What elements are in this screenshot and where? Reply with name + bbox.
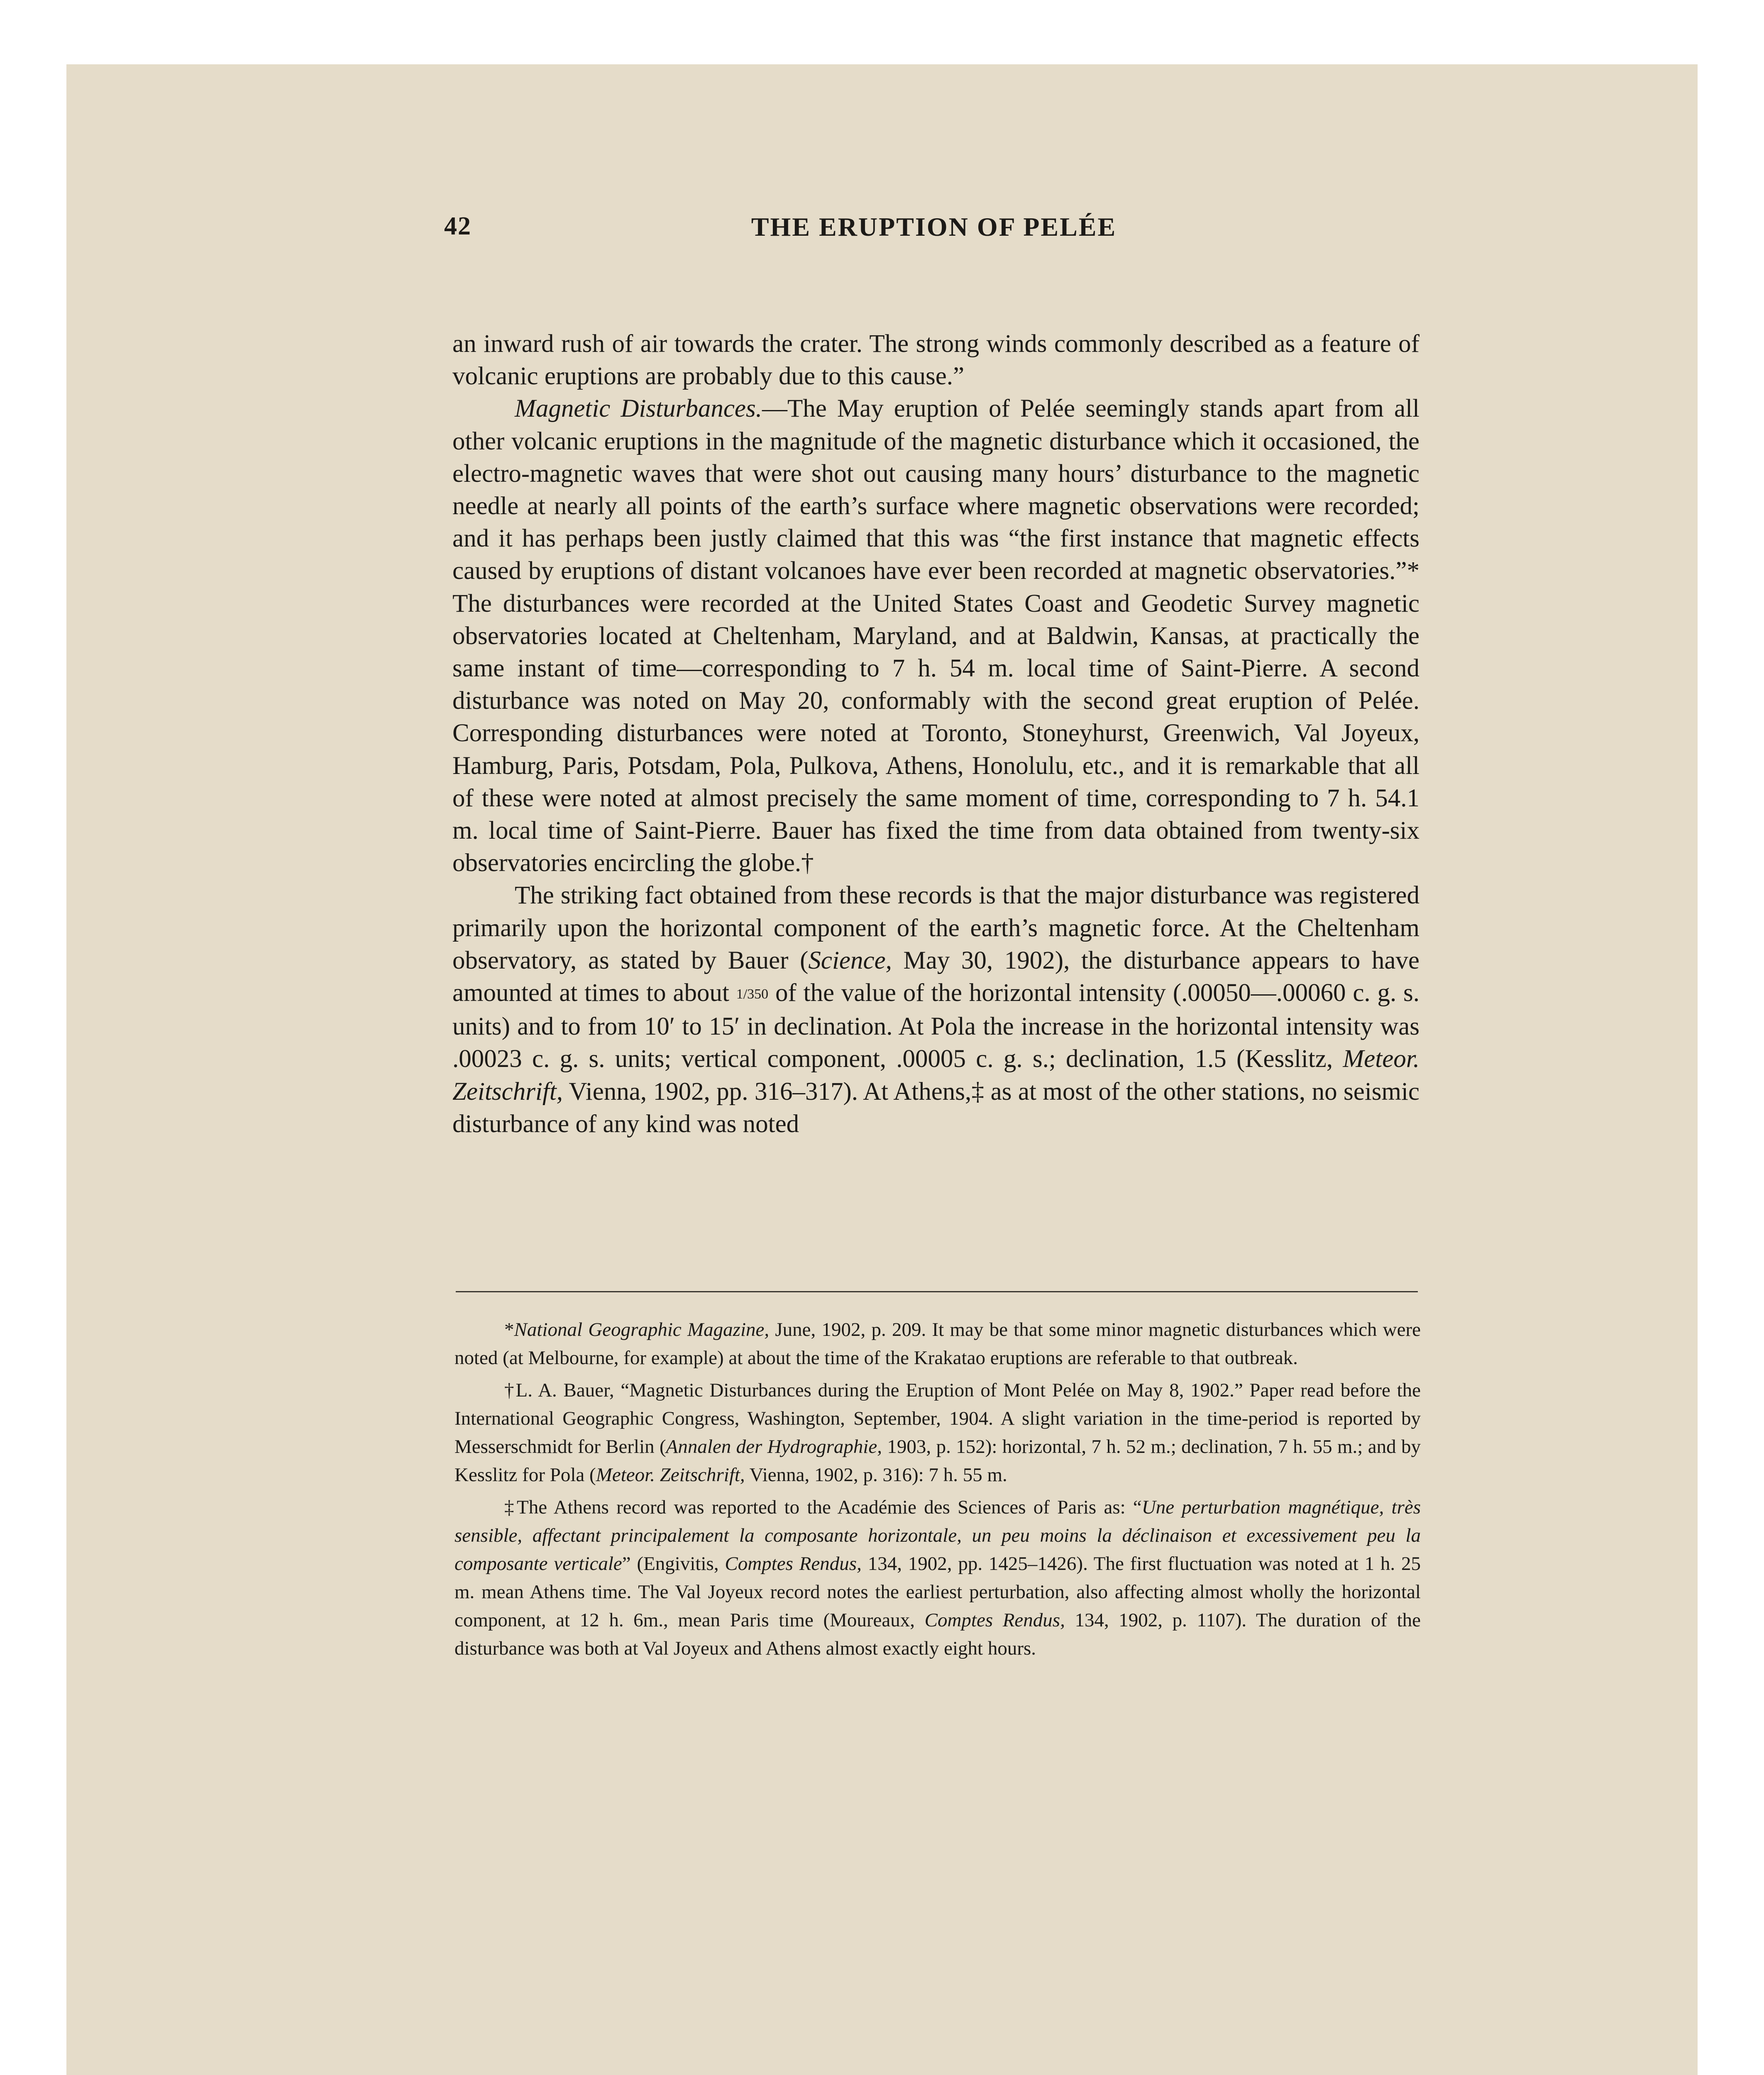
paragraph-text: —The May eruption of Pelée seemingly stands apart from all other volcanic eruptions in the magnitude of the magnetic disturbance which it occasioned, the electro-magnetic waves that were shot out causing many hours’ disturbance to the magnetic needle at nearly all points of the earth’s surface where magnetic observations were recorded; and it has perhaps been justly claimed that this was “the first instance that magnetic effects caused by eruptions of distant volcanoes have ever been recorded at magnetic observatories.”* The disturbances were recorded at the United States Coast and Geodetic Survey magnetic observatories located at Cheltenham, Maryland, and at Baldwin, Kansas, at practically the same instant of time—corresponding to 7 h. 54 m. local time of Saint-Pierre. A second disturbance was noted on May 20, conformably with the second great eruption of Pelée. Corresponding disturbances were noted at Toronto, Stoneyhurst, Greenwich, Val Joyeux, Hamburg, Paris, Potsdam, Pola, Pulkova, Athens, Honolulu, etc., and it is remarkable that all of these were noted at almost precisely the same moment of time, corresponding to 7 h. 54.1 m. local time of Saint-Pierre. Bauer has fixed the time from data obtained from twenty-six observatories encircling the globe.† (452, 395, 1420, 877)
footnote-text: ” (Engivitis, (622, 1553, 725, 1575)
paragraph-continuation (452, 328, 1420, 393)
footnote-text: 134, 1902, p. 1107). The duration of the disturbance was both at Val Joyeux and Athens almost exactly eight hours. (454, 1609, 1421, 1659)
paragraph-striking-fact (452, 879, 1420, 1140)
footnote-text: 134, 1902, pp. 1425–1426). The first fluctuation was noted at 1 h. 25 m. mean Athens time. The Val Joyeux record notes the earliest perturbation, also affecting almost wholly the horizontal component, at 12 h. 6m., mean Paris time (Moureaux, (454, 1553, 1421, 1631)
footnote-text: June, 1902, p. 209. It may be that some minor magnetic disturbances which were noted (at Melbourne, for example) at about the time of the Krakatao eruptions are referable to that outbreak. (454, 1319, 1421, 1369)
page-number: 42 (444, 212, 472, 240)
journal-title: Comptes Rendus, (924, 1609, 1065, 1631)
citation-meteor: Meteor. Zeitschrift, (452, 1045, 1420, 1106)
footnote-text: †L. A. Bauer, “Magnetic Disturbances during the Eruption of Mont Pelée on May 8, 1902.” Paper read before the International Geographic Congress, Washington, September, 1904. A slight variation in the time-period is reported by Messerschmidt for Berlin ( (454, 1379, 1421, 1457)
fraction: 1/350 (736, 986, 769, 1002)
footnote-2 (454, 1376, 1421, 1489)
section-heading: Magnetic Disturbances. (515, 395, 762, 423)
footnote-divider (456, 1291, 1418, 1292)
paragraph-text: May 30, 1902), the disturbance appears to have amounted at times to about (452, 946, 1420, 1007)
footnote-1 (454, 1316, 1421, 1372)
paragraph-text: The striking fact obtained from these records is that the major disturbance was registered primarily upon the horizontal component of the earth’s magnetic force. At the Cheltenham observatory, as stated by Bauer ( (452, 881, 1420, 974)
paragraph-text: Vienna, 1902, pp. 316–317). At Athens,‡ as at most of the other stations, no seismic disturbance of any kind was noted (452, 1077, 1420, 1138)
footnote-text: ‡The Athens record was reported to the Académie des Sciences of Paris as: “ (504, 1496, 1142, 1518)
footnote-text: 1903, p. 152): horizontal, 7 h. 52 m.; declination, 7 h. 55 m.; and by Kesslitz for Pola ( (454, 1436, 1421, 1486)
footnote-3 (454, 1493, 1421, 1662)
page-header (444, 212, 1424, 249)
journal-title: National Geographic Magazine, (514, 1319, 770, 1340)
citation-science: Science, (808, 946, 892, 974)
paragraph-magnetic-disturbances (452, 393, 1420, 879)
running-title: THE ERUPTION OF PELÉE (751, 212, 1117, 242)
footnote-text: Vienna, 1902, p. 316): 7 h. 55 m. (745, 1464, 1007, 1486)
journal-title: Meteor. Zeitschrift, (596, 1464, 745, 1486)
footnote-mark: * (504, 1319, 514, 1340)
paragraph-text: an inward rush of air towards the crater. The strong winds commonly described as a feature of volcanic eruptions are probably due to this cause.” (452, 330, 1420, 391)
journal-title: Annalen der Hydrographie, (666, 1436, 882, 1457)
paragraph-text: of the value of the horizontal intensity (.00050—.00060 c. g. s. units) and to from 10′ to 15′ in declination. At Pola the increase in the horizontal intensity was .00023 c. g. s. units; vertical component, .00005 c. g. s.; declination, 1.5 (Kesslitz, (452, 979, 1420, 1073)
footnotes (454, 1316, 1421, 1667)
journal-title: Comptes Rendus, (725, 1553, 862, 1575)
body-text (452, 328, 1420, 1140)
french-quotation: Une perturbation magnétique, très sensible, affectant principalement la composante horizontale, un peu moins la déclinaison et excessivement peu la composante verticale (454, 1496, 1421, 1575)
